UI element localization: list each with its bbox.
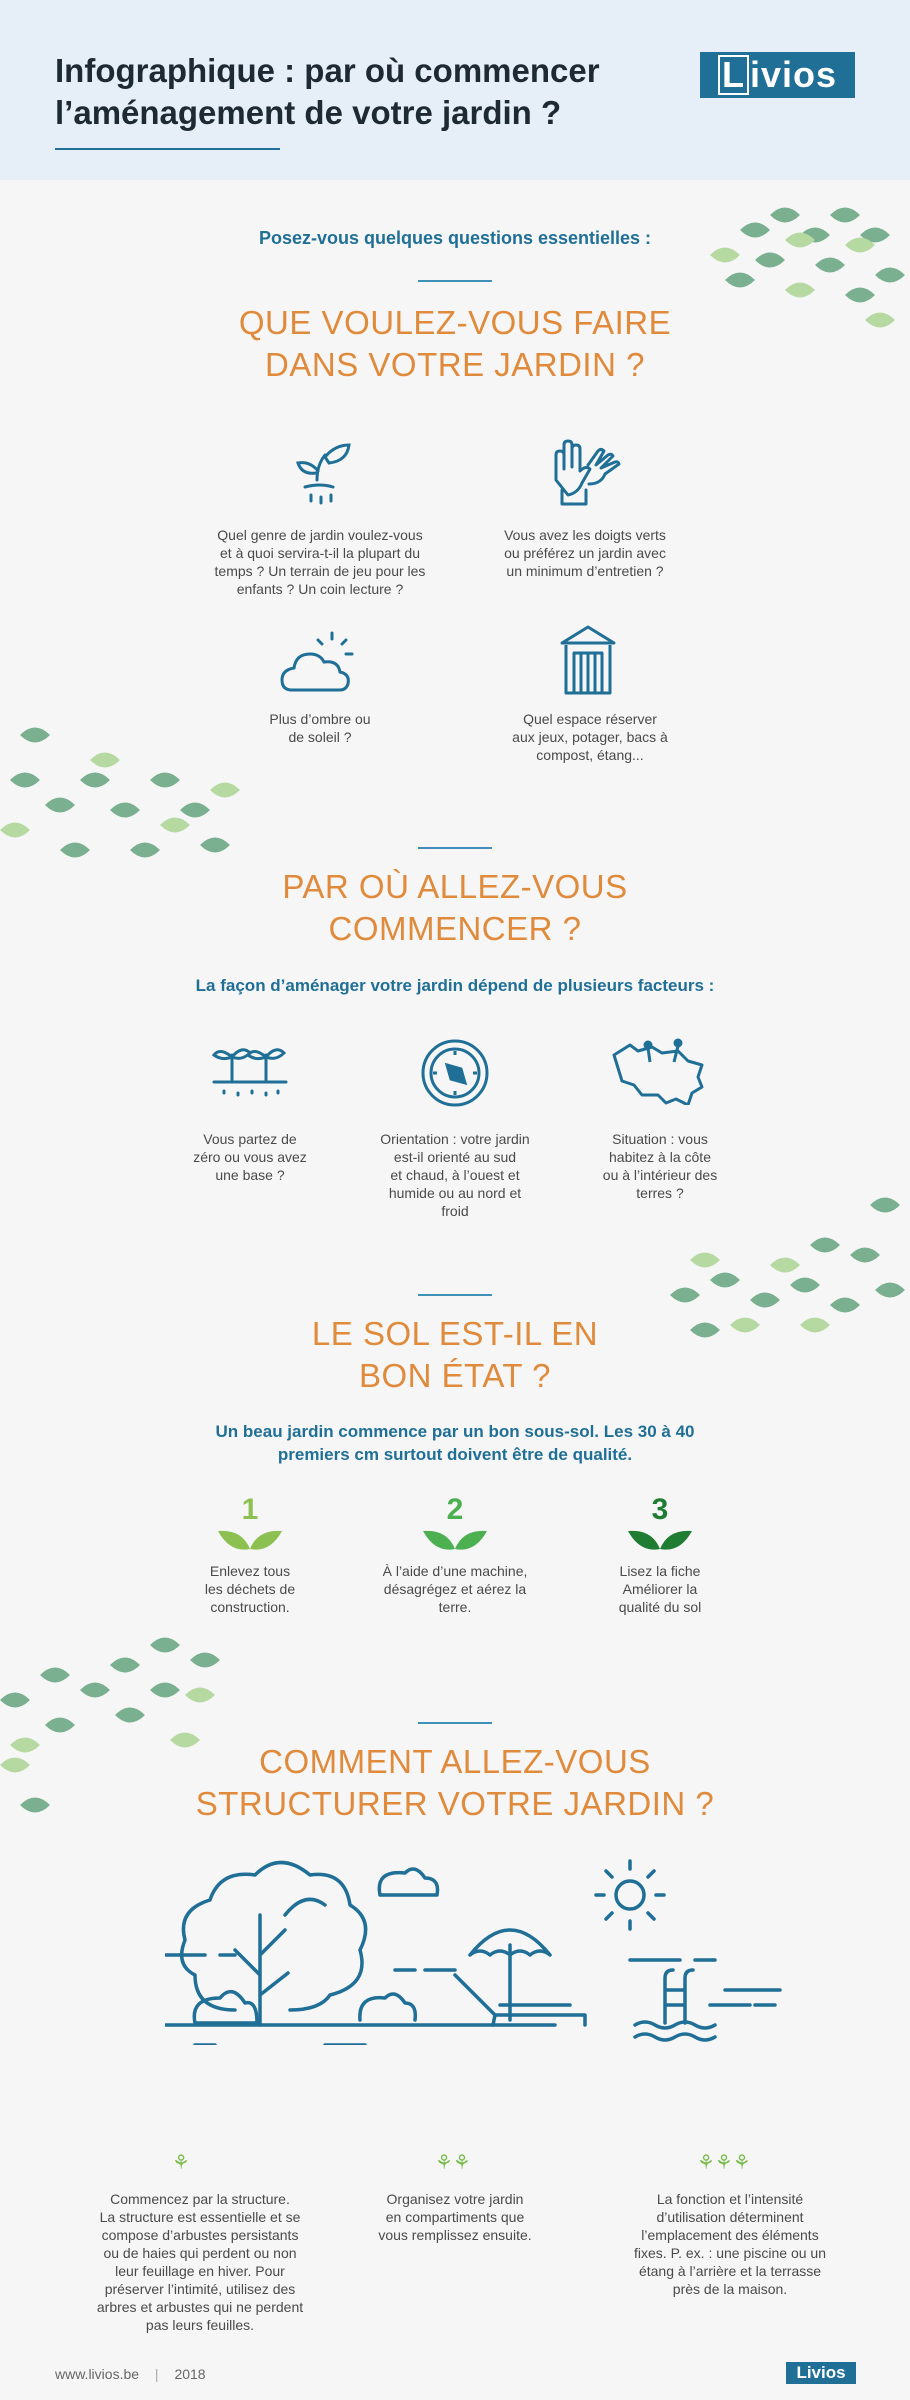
subtitle-line: Un beau jardin commence par un bon sous-sol. Les 30 à 40 xyxy=(215,1422,695,1441)
caption-line: terres ? xyxy=(636,1185,684,1201)
footer-year: 2018 xyxy=(174,2366,206,2382)
caption-line: Vous partez de xyxy=(203,1131,297,1147)
step-3-icon xyxy=(625,1495,695,1556)
livios-logo[interactable] xyxy=(700,52,855,98)
garden-scene-illustration xyxy=(165,1855,795,2045)
caption-line: humide ou au nord et xyxy=(388,1185,522,1201)
footer-info xyxy=(55,2366,206,2382)
section3-title-line2: BON ÉTAT ? xyxy=(358,1357,552,1394)
leaves-icon xyxy=(625,1525,695,1551)
caption-line: pas leurs feuilles. xyxy=(145,2317,255,2333)
title-underline xyxy=(55,148,280,150)
caption-line: temps ? Un terrain de jeu pour les xyxy=(214,563,426,579)
caption-line: arbres et arbustes qui ne perdent xyxy=(96,2299,304,2315)
step-number: 3 xyxy=(651,1493,669,1526)
caption-line: zéro ou vous avez xyxy=(193,1149,307,1165)
s1-item4-caption xyxy=(480,710,700,764)
section3-subtitle xyxy=(0,1420,910,1466)
page-title xyxy=(55,50,655,134)
caption-line: Organisez votre jardin xyxy=(386,2191,524,2207)
caption-line: froid xyxy=(441,1203,469,1219)
sprout-hand-icon xyxy=(285,435,355,505)
caption-line: une base ? xyxy=(215,1167,285,1183)
caption-line: étang à l’arrière et la terrasse xyxy=(638,2263,822,2279)
s1-item2-caption xyxy=(470,526,700,580)
caption-line: près de la maison. xyxy=(672,2281,788,2297)
s1-item1-caption xyxy=(180,526,460,598)
section1-title-line1: QUE VOULEZ-VOUS FAIRE xyxy=(238,304,672,341)
caption-line: À l’aide d’une machine, xyxy=(382,1563,528,1579)
s3-step2-caption xyxy=(345,1562,565,1616)
step-2-icon xyxy=(420,1495,490,1556)
section1-title-line2: DANS VOTRE JARDIN ? xyxy=(265,346,645,383)
garden-shed-icon xyxy=(558,623,618,695)
caption-line: construction. xyxy=(210,1599,290,1615)
caption-line: Plus d’ombre ou xyxy=(269,711,371,727)
footer-separator: | xyxy=(154,2366,159,2382)
s4-item3-caption xyxy=(600,2190,860,2298)
caption-line: est-il orienté au sud xyxy=(393,1149,517,1165)
caption-line: habitez à la côte xyxy=(609,1149,711,1165)
section1-intro: Posez-vous quelques questions essentielles : xyxy=(258,228,652,248)
caption-line: Enlevez tous xyxy=(209,1563,291,1579)
section2-title-line1: PAR OÙ ALLEZ-VOUS xyxy=(282,868,628,905)
compass-icon xyxy=(419,1037,491,1109)
step-number: 1 xyxy=(241,1493,259,1526)
gardening-gloves-icon xyxy=(542,435,632,510)
caption-line: préserver l’intimité, utilisez des xyxy=(104,2281,296,2297)
caption-line: d’utilisation déterminent xyxy=(656,2209,804,2225)
s4-item2-caption xyxy=(345,2190,565,2244)
caption-line: les déchets de xyxy=(204,1581,296,1597)
caption-line: désagrégez et aérez la xyxy=(383,1581,527,1597)
section2-title-line2: COMMENCER ? xyxy=(328,910,582,947)
caption-line: Commencez par la structure. xyxy=(110,2191,290,2207)
section3-divider xyxy=(418,1294,492,1296)
caption-line: compost, étang... xyxy=(536,747,644,763)
leaves-icon xyxy=(215,1525,285,1551)
section1-title xyxy=(0,302,910,386)
section2-subtitle: La façon d’aménager votre jardin dépend de plusieurs facteurs : xyxy=(195,976,715,995)
caption-line: Lisez la fiche xyxy=(619,1563,701,1579)
caption-line: La structure est essentielle et se xyxy=(99,2209,301,2225)
caption-line: terre. xyxy=(438,1599,472,1615)
s2-item2-caption xyxy=(345,1130,565,1220)
section3-title xyxy=(0,1313,910,1397)
leaves-icon xyxy=(420,1525,490,1551)
caption-line: Améliorer la xyxy=(622,1581,698,1597)
caption-line: un minimum d’entretien ? xyxy=(506,563,664,579)
caption-line: ou préférez un jardin avec xyxy=(504,545,666,561)
caption-line: Quel espace réserver xyxy=(523,711,657,727)
logo-rest: ivios xyxy=(749,54,838,95)
s3-step1-caption xyxy=(160,1562,340,1616)
section4-divider xyxy=(418,1722,492,1724)
subtitle-line: premiers cm surtout doivent être de qualité. xyxy=(277,1445,633,1464)
sprig-icon-3: ⚘⚘⚘ xyxy=(697,2152,751,2174)
caption-line: ou à l’intérieur des xyxy=(602,1167,718,1183)
caption-line: de soleil ? xyxy=(288,729,352,745)
caption-line: Quel genre de jardin voulez-vous xyxy=(217,527,423,543)
seedlings-icon xyxy=(210,1035,290,1105)
section3-title-line1: LE SOL EST-IL EN xyxy=(311,1315,599,1352)
caption-line: qualité du sol xyxy=(618,1599,702,1615)
s4-item1-caption xyxy=(55,2190,345,2334)
caption-line: Situation : vous xyxy=(612,1131,708,1147)
footer-livios-logo[interactable]: Livios xyxy=(786,2362,856,2384)
caption-line: enfants ? Un coin lecture ? xyxy=(236,581,404,597)
caption-line: compose d’arbustes persistants xyxy=(101,2227,299,2243)
footer-url[interactable]: www.livios.be xyxy=(55,2366,140,2382)
page-title-line1: Infographique : par où commencer xyxy=(55,52,600,89)
caption-line: l’emplacement des éléments xyxy=(641,2227,819,2243)
leaf-cluster-decoration-2 xyxy=(0,720,250,880)
section2-divider xyxy=(418,847,492,849)
caption-line: aux jeux, potager, bacs à xyxy=(512,729,668,745)
s2-item1-caption xyxy=(160,1130,340,1184)
page-title-line2: l’aménagement de votre jardin ? xyxy=(55,94,562,131)
section2-title xyxy=(0,866,910,950)
section4-title xyxy=(0,1741,910,1825)
s1-item3-caption xyxy=(220,710,420,746)
sprig-icon-2: ⚘⚘ xyxy=(435,2152,471,2174)
caption-line: leur feuillage en hiver. Pour xyxy=(115,2263,285,2279)
step-1-icon xyxy=(215,1495,285,1556)
s3-step3-caption[interactable] xyxy=(570,1562,750,1616)
sun-cloud-icon xyxy=(280,628,360,693)
step-number: 2 xyxy=(446,1493,464,1526)
caption-line: et chaud, à l’ouest et xyxy=(390,1167,520,1183)
sprig-icon-1: ⚘ xyxy=(172,2152,190,2174)
caption-line: Vous avez les doigts verts xyxy=(504,527,666,543)
section4-title-line1: COMMENT ALLEZ-VOUS xyxy=(259,1743,651,1780)
map-icon xyxy=(608,1035,708,1105)
caption-line: ou de haies qui perdent ou non xyxy=(103,2245,297,2261)
caption-line: en compartiments que xyxy=(385,2209,525,2225)
caption-line: fixes. P. ex. : une piscine ou un xyxy=(634,2245,826,2261)
section4-title-line2: STRUCTURER VOTRE JARDIN ? xyxy=(195,1785,715,1822)
logo-initial: L xyxy=(718,55,749,95)
caption-line: et à quoi servira-t-il la plupart du xyxy=(220,545,420,561)
caption-line: La fonction et l’intensité xyxy=(656,2191,804,2207)
caption-line: Orientation : votre jardin xyxy=(380,1131,530,1147)
section1-divider xyxy=(418,280,492,282)
caption-line: vous remplissez ensuite. xyxy=(378,2227,532,2243)
s2-item3-caption xyxy=(570,1130,750,1202)
